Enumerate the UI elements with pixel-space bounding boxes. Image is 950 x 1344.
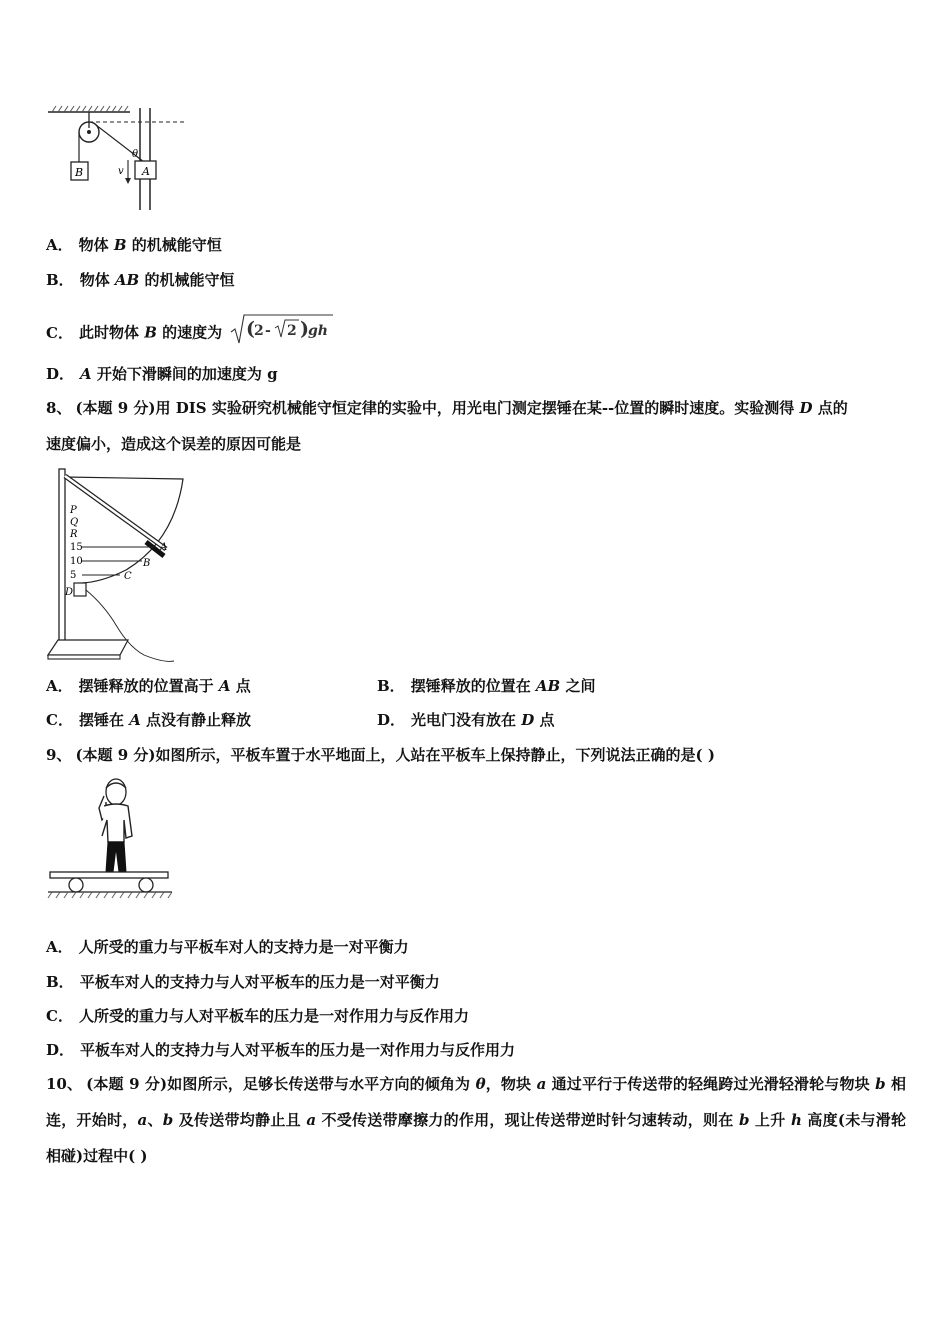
q9-option-c[interactable] <box>46 1006 469 1026</box>
option-variable: D <box>521 711 535 729</box>
option-text: 人所受的重力与人对平板车的压力是一对作用力与反作用力 <box>78 1007 469 1025</box>
option-variable: B <box>113 236 127 254</box>
formula-minus: - <box>265 323 272 339</box>
q10-text: ，物块 <box>485 1075 537 1093</box>
option-label: A． <box>46 677 73 695</box>
question-number: 10、 <box>46 1075 83 1093</box>
option-text: 平板车对人的支持力与人对平板车的压力是一对平衡力 <box>79 973 440 991</box>
q7-option-c[interactable] <box>46 312 335 355</box>
option-variable: A <box>218 677 231 695</box>
q8-stem <box>46 390 906 462</box>
option-label: B． <box>377 677 405 695</box>
option-variable: B <box>144 323 157 342</box>
option-variable: AB <box>535 677 561 695</box>
formula-gh: gh <box>308 323 329 339</box>
q9-cart-figure <box>46 772 176 912</box>
q10-var-b: b <box>162 1111 174 1129</box>
option-text: 人所受的重力与平板车对人的支持力是一对平衡力 <box>78 938 409 956</box>
option-text: 点没有静止释放 <box>140 711 252 729</box>
option-label: D． <box>46 1041 75 1059</box>
q9-option-d[interactable] <box>46 1040 515 1060</box>
q8-label-P: P <box>70 505 77 516</box>
q10-text: 及传送带均静止且 <box>173 1111 307 1129</box>
q8-option-c[interactable] <box>46 710 251 730</box>
option-label: C． <box>46 1007 73 1025</box>
q8-label-R: R <box>70 529 78 540</box>
q8-option-d[interactable] <box>377 710 555 730</box>
q10-var-b: b <box>875 1075 886 1093</box>
q8-tick-5: 5 <box>70 570 77 581</box>
q8-option-b[interactable] <box>377 676 595 696</box>
q10-var-theta: θ <box>475 1075 486 1093</box>
option-text: 的机械能守恒 <box>126 236 222 254</box>
option-text: 平板车对人的支持力与人对平板车的压力是一对作用力与反作用力 <box>80 1041 516 1059</box>
q7-velocity-formula <box>229 312 335 355</box>
option-text: 的速度为 <box>156 323 223 342</box>
q10-var-h: h <box>790 1111 802 1129</box>
q10-var-a: a <box>137 1111 148 1129</box>
formula-inner: 2 <box>287 323 298 339</box>
q10-stem <box>46 1066 906 1174</box>
q7-pulley-figure <box>46 102 196 214</box>
q8-stem-variable: D <box>799 399 813 417</box>
q10-text: 不受传送带摩擦力的作用，现让传送带逆时针匀速转动，则在 <box>316 1111 739 1129</box>
q10-var-a: a <box>536 1075 547 1093</box>
option-label: A． <box>46 236 73 254</box>
q8-pendulum-figure <box>44 465 194 665</box>
q8-label-Q: Q <box>70 517 79 528</box>
q8-label-B: B <box>143 558 151 569</box>
option-label: D． <box>46 365 75 383</box>
option-label: B． <box>46 271 74 289</box>
q7-label-A: A <box>142 165 150 178</box>
q7-label-v: v <box>118 166 124 177</box>
option-label: A． <box>46 938 73 956</box>
q8-stem-line2: 速度偏小，造成这个误差的原因可能是 <box>46 435 302 453</box>
option-variable: AB <box>114 271 140 289</box>
q8-tick-10: 10 <box>70 556 83 567</box>
option-text: 此时物体 <box>78 323 145 342</box>
q9-stem <box>46 745 715 765</box>
question-number: 8、 <box>46 399 72 417</box>
q10-text: 、 <box>147 1111 163 1129</box>
option-text: 的机械能守恒 <box>139 271 235 289</box>
q10-text: 相连，开始时， <box>46 1075 906 1129</box>
option-label: C． <box>46 323 73 342</box>
q7-label-theta: θ <box>132 149 139 160</box>
q10-text: 上升 <box>749 1111 791 1129</box>
q8-option-a[interactable] <box>46 676 251 696</box>
option-text: 开始下滑瞬间的加速度为 g <box>91 365 278 383</box>
q8-stem-text: (本题 9 分)用 DIS 实验研究机械能守恒定律的实验中，用光电门测定摆锤在某--位置的瞬时速度。实验测得 <box>75 399 800 417</box>
q9-option-a[interactable] <box>46 937 409 957</box>
q8-stem-text-end: 点的 <box>812 399 848 417</box>
q7-label-B: B <box>75 166 84 179</box>
q9-stem-text: (本题 9 分)如图所示，平板车置于水平地面上，人站在平板车上保持静止，下列说法正确的是( ) <box>75 746 715 764</box>
question-number: 9、 <box>46 746 72 764</box>
option-text: 点 <box>230 677 251 695</box>
option-text: 之间 <box>560 677 596 695</box>
q10-var-a: a <box>306 1111 317 1129</box>
option-text: 物体 <box>79 271 115 289</box>
q7-option-d[interactable] <box>46 364 278 384</box>
option-text: 摆锤在 <box>78 711 130 729</box>
option-variable: A <box>80 365 92 383</box>
svg-text:): ) <box>300 318 310 340</box>
q10-var-b: b <box>738 1111 750 1129</box>
option-label: D． <box>377 711 406 729</box>
svg-text:(: ( <box>246 318 256 340</box>
option-variable: A <box>129 711 141 729</box>
q8-label-C: C <box>124 571 132 582</box>
option-text: 点 <box>534 711 555 729</box>
q10-text: 高度(未与滑轮相碰)过程中( ) <box>46 1111 906 1165</box>
option-text: 摆锤释放的位置高于 <box>78 677 219 695</box>
q10-text: 通过平行于传送带的轻绳跨过光滑轻滑轮与物块 <box>546 1075 876 1093</box>
q10-text: (本题 9 分)如图所示，足够长传送带与水平方向的倾角为 <box>86 1075 476 1093</box>
q7-option-a[interactable] <box>46 235 222 255</box>
formula-two: 2 <box>254 323 265 339</box>
q8-label-A: A <box>160 542 168 553</box>
q8-label-D: D <box>65 587 74 598</box>
option-label: C． <box>46 711 73 729</box>
option-text: 摆锤释放的位置在 <box>410 677 536 695</box>
q9-option-b[interactable] <box>46 972 440 992</box>
option-label: B． <box>46 973 74 991</box>
q8-tick-15: 15 <box>70 542 83 553</box>
option-text: 光电门没有放在 <box>411 711 522 729</box>
option-text: 物体 <box>78 236 114 254</box>
q7-option-b[interactable] <box>46 270 234 290</box>
